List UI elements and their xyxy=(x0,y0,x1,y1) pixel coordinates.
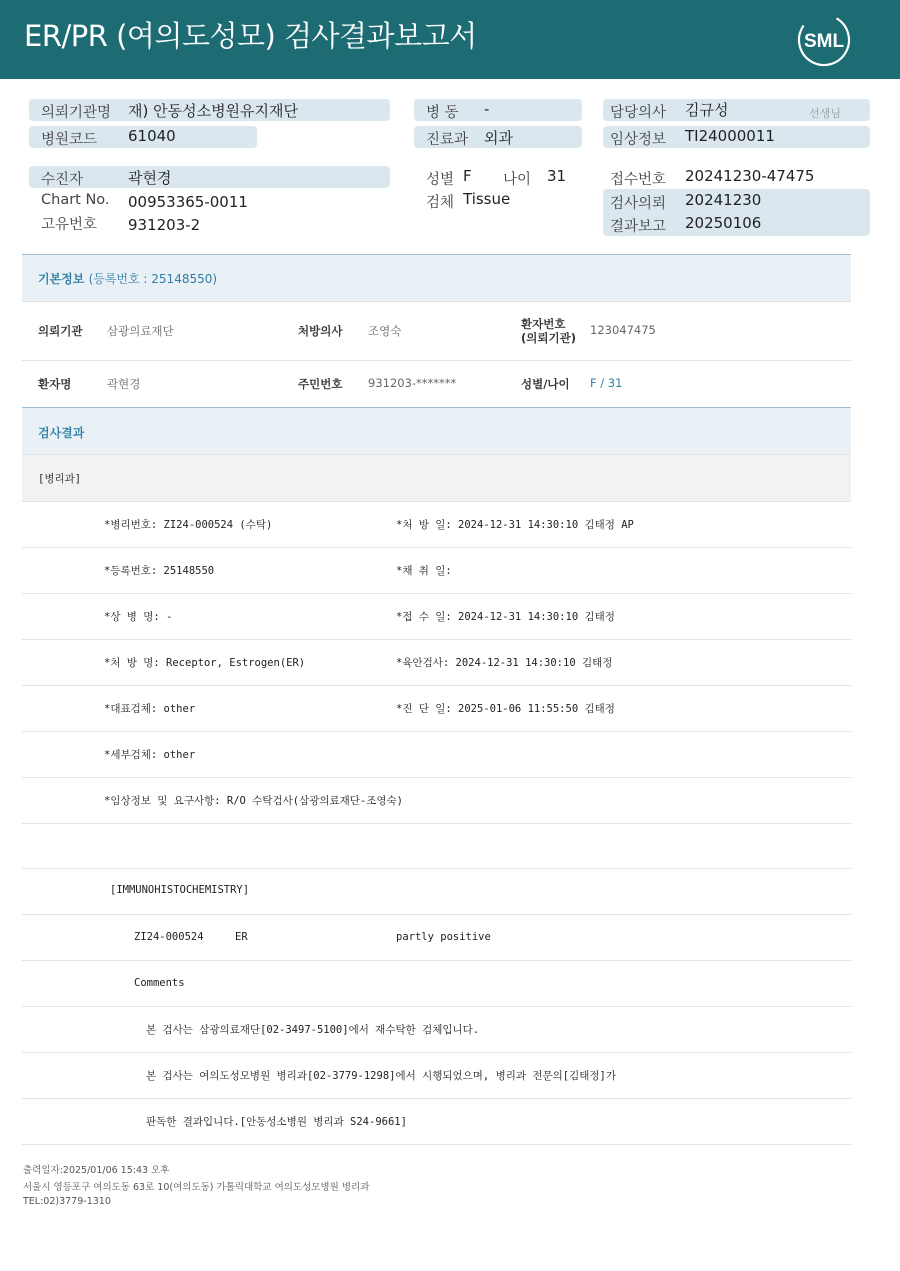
basic-info-title xyxy=(38,270,217,287)
representative-specimen: *대표검체: other xyxy=(104,703,196,715)
pathology-number: *병리번호: ZI24-000524 (수탁) xyxy=(104,519,273,531)
divider xyxy=(22,501,851,502)
diagnosis-name: *상 병 명: - xyxy=(104,611,173,623)
registration-number: (등록번호 : 25148550) xyxy=(88,272,218,286)
resident-number-value: 931203-******* xyxy=(368,376,457,390)
comment-line: 본 검사는 삼광의료재단[02-3497-5100]에서 재수탁한 검체입니다. xyxy=(146,1024,480,1036)
prescription-date: *처 방 일: 2024-12-31 14:30:10 김태정 AP xyxy=(396,519,634,531)
detail-specimen: *세부검체: other xyxy=(104,749,196,761)
patient-number-value: 123047475 xyxy=(590,323,656,337)
divider xyxy=(22,685,851,686)
ihc-result: partly positive xyxy=(396,931,491,943)
pathology-department-label: [병리과] xyxy=(38,473,82,485)
divider xyxy=(22,547,851,548)
specimen-value: Tissue xyxy=(463,190,511,208)
unique-no-label: 고유번호 xyxy=(41,217,98,233)
comment-line: 판독한 결과입니다.[안동성소병원 병리과 S24-9661] xyxy=(146,1116,407,1128)
report-title: ER/PR (여의도성모) 검사결과보고서 xyxy=(24,19,477,53)
prescription-name: *처 방 명: Receptor, Estrogen(ER) xyxy=(104,657,306,669)
divider xyxy=(22,731,851,732)
report-header xyxy=(0,0,900,79)
footer-tel: TEL:02)3779-1310 xyxy=(23,1196,111,1207)
age-value: 31 xyxy=(547,167,567,185)
print-date: 출력일자:2025/01/06 15:43 오후 xyxy=(23,1165,170,1176)
sex-age-value: F / 31 xyxy=(590,376,623,390)
divider xyxy=(22,1144,851,1145)
requesting-institution-label: 의뢰기관 xyxy=(38,324,83,338)
comments-label: Comments xyxy=(134,977,185,989)
receipt-date: *접 수 일: 2024-12-31 14:30:10 김태정 xyxy=(396,611,615,623)
results-title: 검사결과 xyxy=(38,426,85,440)
receipt-no-label: 접수번호 xyxy=(610,172,667,188)
specimen-label: 검체 xyxy=(426,195,455,211)
divider xyxy=(22,1052,851,1053)
hospital-code-label: 병원코드 xyxy=(41,132,98,148)
department-label: 진료과 xyxy=(426,132,469,148)
divider xyxy=(22,777,851,778)
hospital-code-value: 61040 xyxy=(128,127,176,145)
doctor-label: 담당의사 xyxy=(610,105,667,121)
clinical-info-label: 임상정보 xyxy=(610,132,667,148)
prescribing-doctor-label: 처방의사 xyxy=(298,324,343,338)
patient-number-label: 환자번호 xyxy=(521,317,566,331)
receipt-no-value: 20241230-47475 xyxy=(685,167,815,185)
doctor-value: 김규성 xyxy=(685,101,729,119)
department-band xyxy=(22,455,851,501)
chart-no-value: 00953365-0011 xyxy=(128,193,248,211)
results-band xyxy=(22,408,851,454)
divider xyxy=(22,301,851,302)
examinee-label: 수진자 xyxy=(41,172,84,188)
ihc-specimen-id: ZI24-000524 xyxy=(134,931,204,943)
examinee-value: 곽현경 xyxy=(128,169,172,187)
registration-number-field: *등록번호: 25148550 xyxy=(104,565,215,577)
prescribing-doctor-value: 조영숙 xyxy=(368,324,402,338)
patient-number-sublabel: (의뢰기관) xyxy=(521,331,576,345)
chart-no-label: Chart No. xyxy=(41,192,110,208)
logo-text: SML xyxy=(803,31,845,52)
divider xyxy=(22,914,851,915)
divider xyxy=(22,593,851,594)
age-label: 나이 xyxy=(503,172,532,188)
divider xyxy=(22,639,851,640)
divider xyxy=(22,360,851,361)
patient-name-value: 곽현경 xyxy=(107,377,141,391)
ward-label: 병 동 xyxy=(426,105,459,121)
diagnosis-date: *진 단 일: 2025-01-06 11:55:50 김태정 xyxy=(396,703,615,715)
examinee-pill xyxy=(29,166,390,188)
institution-value: 재) 안동성소병원유지재단 xyxy=(128,102,299,120)
gross-exam-date: *육안검사: 2024-12-31 14:30:10 김태정 xyxy=(396,657,613,669)
unique-no-value: 931203-2 xyxy=(128,216,201,234)
requesting-institution-value: 삼광의료재단 xyxy=(107,324,174,338)
divider xyxy=(22,1098,851,1099)
ward-value: - xyxy=(484,100,490,118)
ihc-marker: ER xyxy=(235,931,248,943)
basic-info-heading: 기본정보 xyxy=(38,272,85,286)
test-request-value: 20241230 xyxy=(685,191,762,209)
divider xyxy=(22,1006,851,1007)
sex-label: 성별 xyxy=(426,172,455,188)
clinical-info-requests: *임상정보 및 요구사항: R/O 수탁검사(삼광의료재단-조영숙) xyxy=(104,795,404,807)
footer-address: 서울시 영등포구 여의도동 63로 10(여의도동) 가톨릭대학교 여의도성모병원 병리과 xyxy=(23,1182,370,1193)
department-value: 외과 xyxy=(484,129,513,147)
divider xyxy=(22,960,851,961)
institution-label: 의뢰기관명 xyxy=(41,105,112,121)
sml-logo-icon xyxy=(795,12,853,68)
ihc-header: [IMMUNOHISTOCHEMISTRY] xyxy=(110,884,250,896)
doctor-suffix: 선생님 xyxy=(809,107,841,120)
collection-date: *채 취 일: xyxy=(396,565,452,577)
resident-number-label: 주민번호 xyxy=(298,377,343,391)
result-report-label: 결과보고 xyxy=(610,219,667,235)
patient-name-label: 환자명 xyxy=(38,377,72,391)
divider xyxy=(22,823,851,824)
sex-age-label: 성별/나이 xyxy=(521,377,570,391)
test-request-label: 검사의뢰 xyxy=(610,196,667,212)
clinical-info-value: TI24000011 xyxy=(685,127,775,145)
comment-line: 본 검사는 여의도성모병원 병리과[02-3779-1298]에서 시행되었으며, 병리과 전문의[김태정]가 xyxy=(146,1070,616,1082)
result-report-value: 20250106 xyxy=(685,214,762,232)
sex-value: F xyxy=(463,167,472,185)
divider xyxy=(22,868,851,869)
